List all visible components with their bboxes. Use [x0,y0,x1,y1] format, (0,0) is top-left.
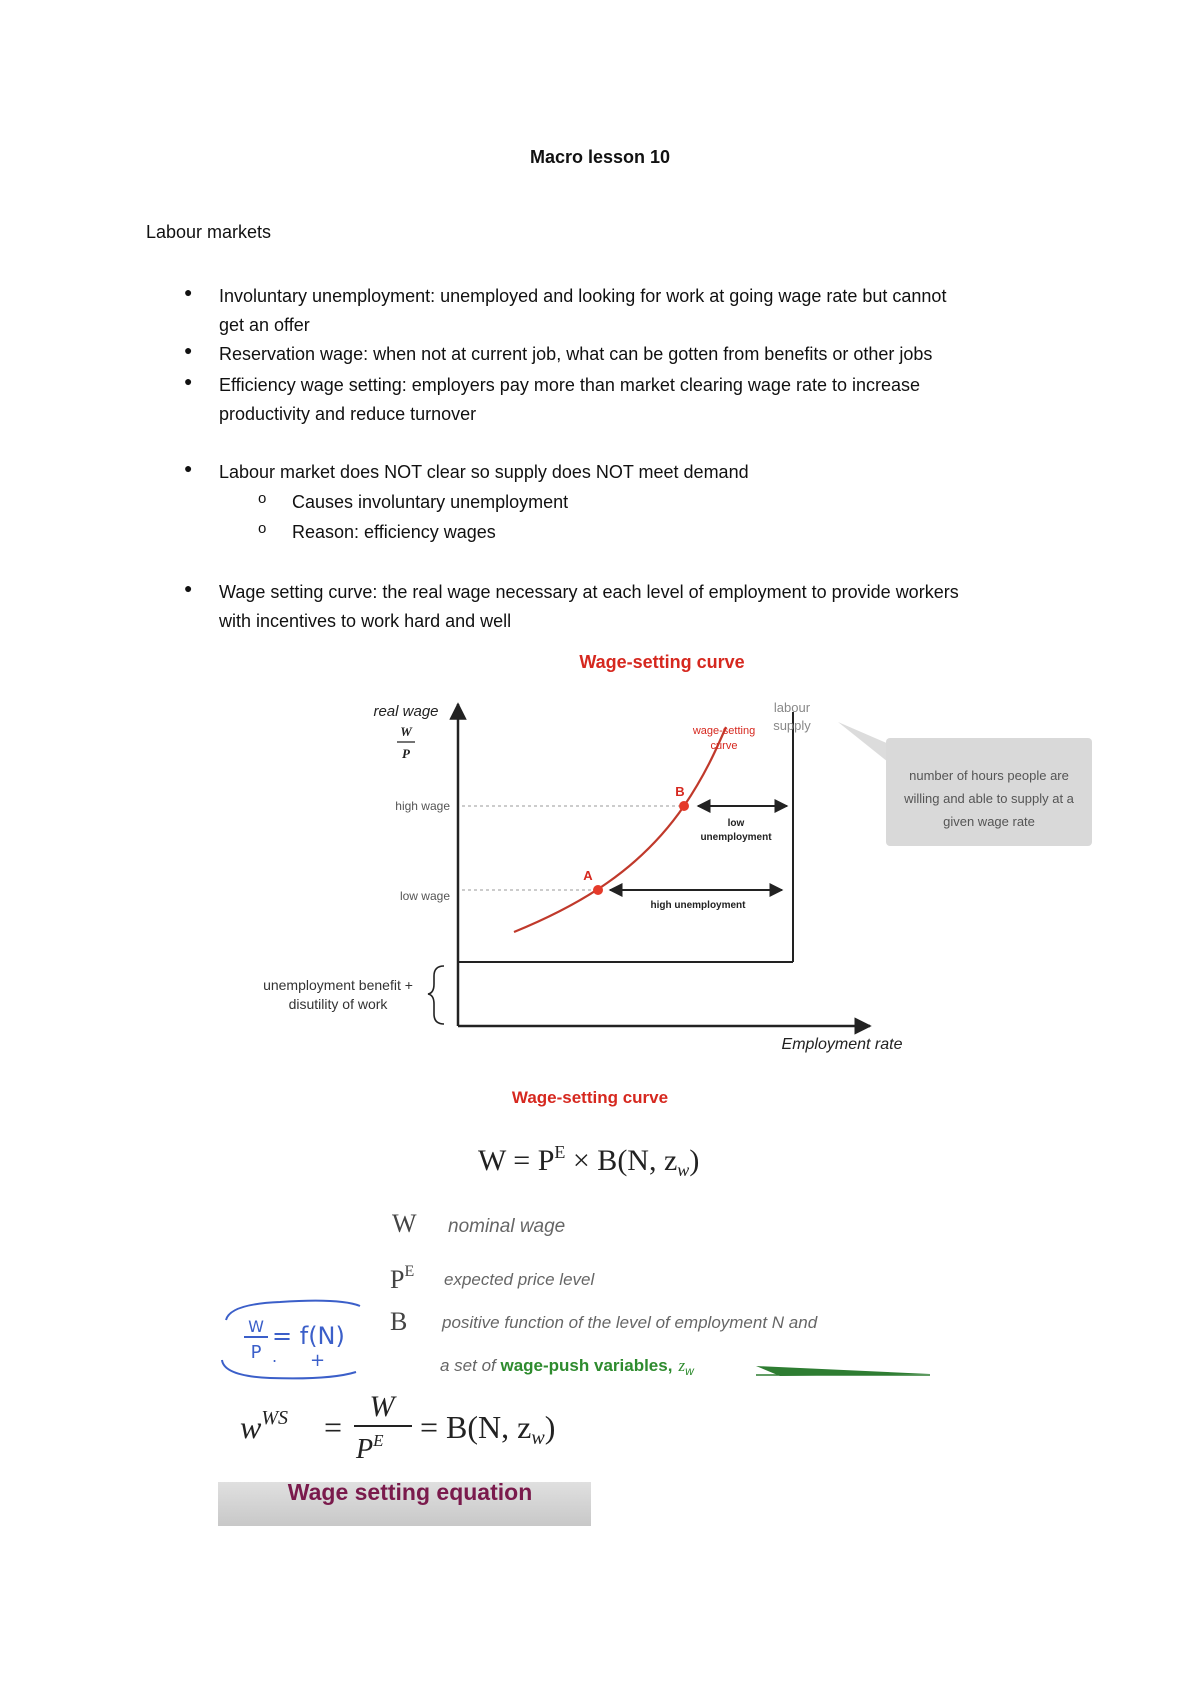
bullet-line: Wage setting curve: the real wage necessary at each level of employment to provide workers [219,582,959,602]
wage-push-line: a set of wage-push variables, $z_w$ [440,1356,694,1378]
eq-den: $P^E$ [356,1431,384,1465]
curly-brace-icon [428,966,444,1024]
point-b-label: B [675,784,685,799]
y-axis-frac-den: P [402,746,410,761]
handwritten-den: P [250,1342,262,1363]
callout-text: willing and able to supply at a [904,791,1074,806]
figure2-title: Wage-setting curve [511,1088,669,1107]
callout-text: given wage rate [943,814,1035,829]
supply-label: labour [773,700,811,715]
svg-text:=: = [324,1409,343,1445]
sub-bullet-item: Causes involuntary unemployment [292,492,569,512]
bullet-line: Reservation wage: when not at current job, what can be gotten from benefits or other jobs [219,344,933,364]
curve-label: curve [710,740,738,752]
section-heading: Labour markets [146,222,272,242]
handwritten-rhs: = f(N) [272,1322,345,1350]
sub-bullet-item: Reason: efficiency wages [292,522,496,542]
wage-equation [478,1142,699,1180]
bullet-icon: ● [184,373,193,389]
handwritten-dot: . [272,1347,278,1366]
point-a-label: A [583,868,593,883]
def-symbol: $P^E$ [390,1263,415,1294]
bullet-line: productivity and reduce turnover [219,404,477,424]
point-b [679,801,689,811]
svg-text:W = PE × B(N, zw) [478,1142,699,1180]
wage-equation-close: ) [689,1144,700,1177]
equation-caption: Wage setting equation [287,1479,533,1505]
x-axis-label: Employment rate [781,1036,903,1053]
wage-equation-sub: w [677,1160,690,1180]
wage-equation-rhs: × B(N, z [565,1144,678,1177]
high-unemployment-label: high unemployment [650,900,746,911]
bullet-line: get an offer [219,315,310,335]
low-wage-label: low wage [399,889,450,903]
callout-text: number of hours people are [909,768,1069,783]
point-a [593,885,603,895]
low-unemployment-label: unemployment [700,832,772,843]
bullet-icon: ● [184,580,193,596]
eq-w: w [240,1409,262,1445]
def-desc: nominal wage [448,1216,566,1237]
curve-label: wage-setting [692,725,756,737]
def-symbol: W [392,1209,417,1238]
y-axis-label: real wage [373,703,439,720]
figure-title: Wage-setting curve [579,652,745,672]
bullet-line: Efficiency wage setting: employers pay more than market clearing wage rate to increase [219,375,921,395]
low-unemployment-label: low [727,818,745,829]
sub-bullet-icon: o [258,520,267,537]
handwritten-sign: + [310,1350,326,1371]
def-desc: expected price level [444,1270,595,1289]
high-wage-label: high wage [395,799,450,813]
eq-rhs: = B(N, zw) [420,1409,556,1449]
bullet-icon: ● [184,460,193,476]
bullet-line: Involuntary unemployment: unemployed and looking for work at going wage rate but cannot [219,286,947,306]
benefit-label: unemployment benefit + [263,977,413,993]
sub-bullet-icon: o [258,490,267,507]
page-title: Macro lesson 10 [529,147,671,167]
bullet-line: with incentives to work hard and well [219,611,512,631]
bullet-icon: ● [184,284,193,300]
def-symbol: B [390,1307,408,1336]
wage-equation-sup: E [554,1142,566,1162]
bullet-icon: ● [184,342,193,358]
supply-label: supply [773,718,811,733]
wage-equation-lhs: W = P [478,1144,555,1177]
y-axis-frac-num: W [400,724,412,739]
bullet-item: Labour market does NOT clear so supply does NOT meet demand [219,462,749,482]
eq-ws: WS [261,1407,289,1429]
def-desc: positive function of the level of employment N and [442,1313,818,1332]
benefit-label: disutility of work [288,996,388,1012]
eq-num: W [369,1390,395,1423]
handwritten-num: W [248,1317,264,1336]
